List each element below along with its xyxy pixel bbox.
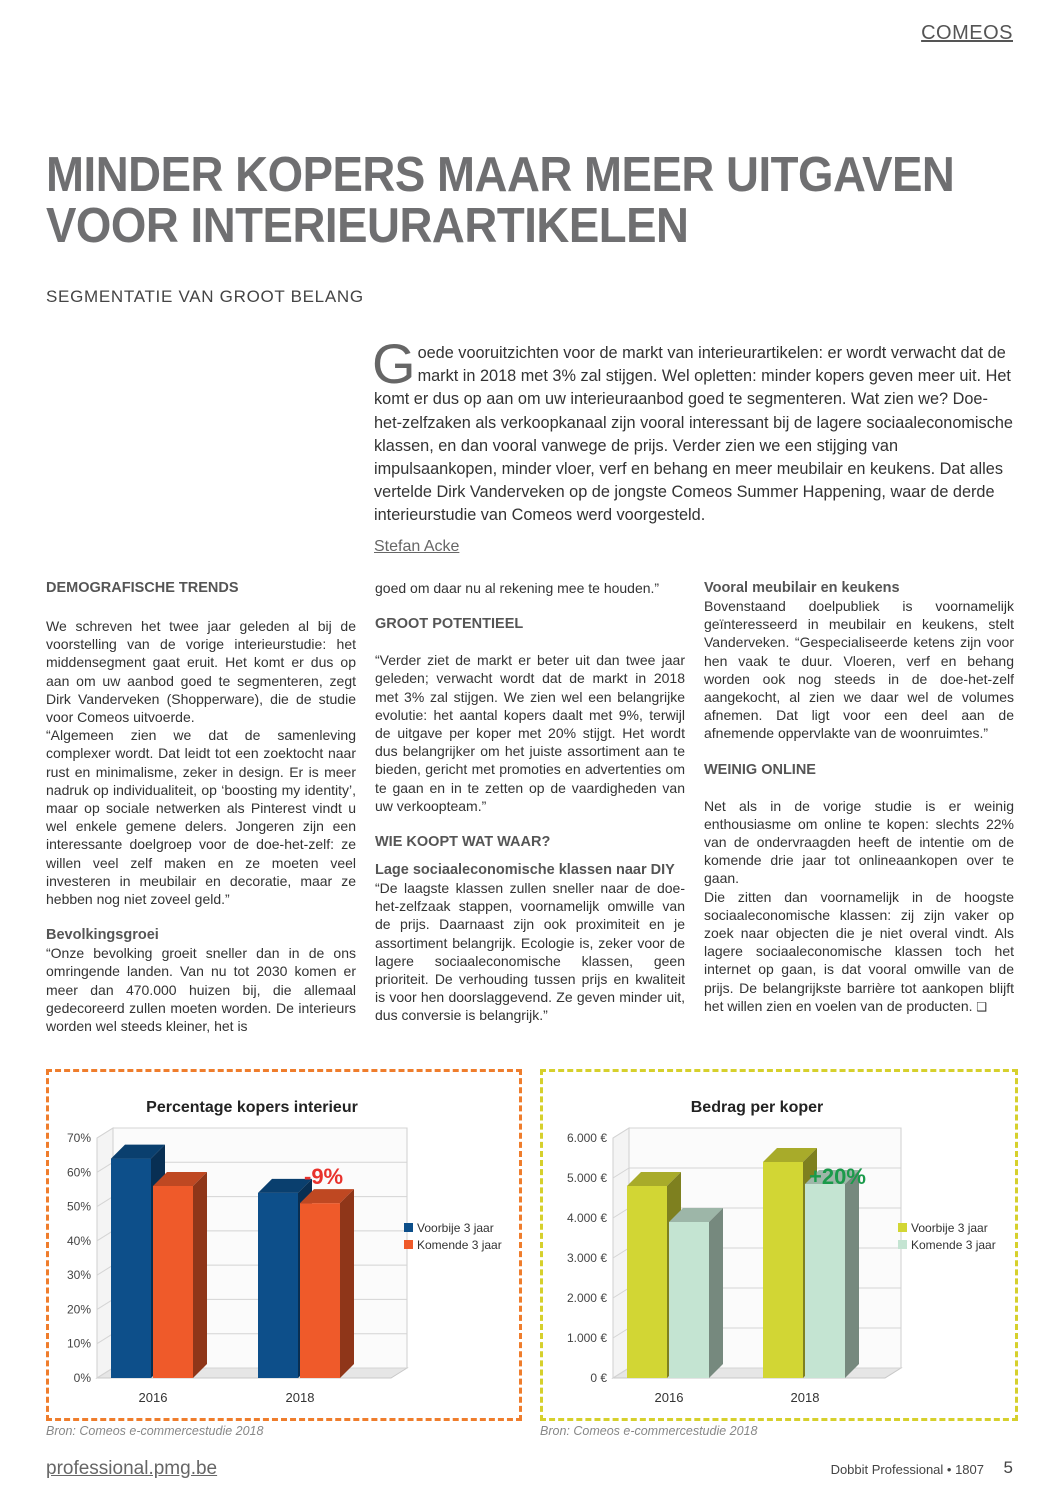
y-tick-label: 5.000 € [566, 1171, 607, 1185]
bar [300, 1203, 340, 1378]
heading-lage-klassen: Lage sociaaleconomische klassen naar DIY [375, 862, 675, 879]
annotation-label: +20% [809, 1164, 866, 1189]
heading-wie-koopt-wat-waar: WIE KOOPT WAT WAAR? [375, 834, 551, 851]
headline-line-1: MINDER KOPERS MAAR MEER UITGAVEN [46, 148, 955, 202]
legend-swatch [898, 1223, 907, 1232]
subtitle: SEGMENTATIE VAN GROOT BELANG [46, 287, 364, 306]
chart-source-1: Bron: Comeos e-commercestudie 2018 [46, 1424, 264, 1438]
paragraph: “Verder ziet de markt er beter uit dan twee jaar geleden; verwacht wordt dat de markt in 2018 met 3% zal stijgen. We zien wel een belangrijke evolutie: het aantal kopers daalt met 9%, terwijl de uitgave per koper met 20% stijgt. Het wordt dus belangrijker om het juiste assortiment aan te bieden, gericht met promoties en advertenties om te gaan en in te zetten op de vaardigheden van uw verkoopteam.” [375, 652, 685, 814]
paragraph: goed om daar nu al rekening mee te houden.” [375, 580, 660, 596]
y-tick-label: 60% [66, 1165, 91, 1180]
paragraph: “Algemeen zien we dat de samenleving complexer wordt. Dat leidt tot een zoektocht naar rust en minimalisme, zeker in design. Er is meer nadruk op individualiteit, op ‘boosting my identity’, maar op sociale netwerken als Pinterest vindt u wel enkele gemene delers. Jongeren zijn een interessante doelgroep voor de doe-het-zelf: ze willen veel zelf maken en ze moeten veel investeren in meubilair en decoratie, maar ze hebben nog niet zoveel geld.” [46, 727, 356, 908]
y-tick-label: 20% [66, 1302, 91, 1317]
y-tick-label: 50% [66, 1199, 91, 1214]
legend-label: Voorbije 3 jaar [417, 1221, 494, 1235]
chart-bedrag-per-koper [543, 1072, 1015, 1418]
heading-demografische-trends: DEMOGRAFISCHE TRENDS [46, 580, 239, 596]
bar-side [845, 1170, 859, 1378]
bar-side [193, 1172, 207, 1378]
legend-label: Komende 3 jaar [911, 1238, 996, 1252]
x-tick-label: 2016 [138, 1390, 168, 1405]
bar [258, 1193, 298, 1378]
headline [46, 150, 957, 252]
bar [627, 1186, 667, 1378]
legend-swatch [404, 1223, 413, 1232]
y-tick-label: 40% [66, 1233, 91, 1248]
intro-text: oede vooruitzichten voor de markt van interieurartikelen: er wordt verwacht dat de markt in 2018 met 3% zal stijgen. Wel opletten: minder kopers geven meer uit. Het komt er dus op aan om uw interieuraanbod goed te segmenteren. Wat zien we? Doe-het-zelfzaken als verkoopkanaal zijn vooral interessant bij de lagere sociaaleconomische klassen, en dan vooral vanwege de prijs. Verder zien we een stijging van impulsaankopen, minder vloer, verf en behang en meer meubilair en keukens. Dat alles vertelde Dirk Vanderveken op de jongste Comeos Summer Happening, waar de derde interieurstudie van Comeos werd voorgesteld. [374, 344, 1013, 525]
y-tick-label: 3.000 € [566, 1251, 607, 1265]
y-tick-label: 70% [66, 1131, 91, 1145]
paragraph: Net als in de vorige studie is er weinig enthousiasme om online te kopen: slechts 22% van de ondervraagden heeft de intentie om de komende drie jaar tot onlineaankopen over te gaan. [704, 797, 1014, 887]
y-tick-label: 4.000 € [566, 1211, 607, 1225]
chart-side-wall [97, 1128, 113, 1378]
annotation-label: -9% [304, 1164, 344, 1189]
legend-swatch [898, 1240, 907, 1249]
chart-percentage-kopers [49, 1072, 519, 1418]
bar [111, 1159, 151, 1378]
y-tick-label: 1.000 € [566, 1331, 607, 1345]
chart-box-percentage [46, 1069, 522, 1421]
heading-bevolkingsgroei: Bevolkingsgroei [46, 927, 159, 944]
x-tick-label: 2016 [654, 1390, 684, 1405]
drop-cap: G [372, 332, 416, 395]
legend-label: Voorbije 3 jaar [911, 1221, 988, 1235]
bar [763, 1162, 803, 1378]
page-number: 5 [1003, 1458, 1013, 1477]
end-mark-icon: ❑ [976, 999, 988, 1014]
y-tick-label: 0% [73, 1371, 91, 1385]
chart-source-2: Bron: Comeos e-commercestudie 2018 [540, 1424, 758, 1438]
chart-title: Percentage kopers interieur [146, 1099, 358, 1116]
column-1 [46, 579, 356, 1035]
bar [669, 1222, 709, 1378]
heading-meubilair: Vooral meubilair en keukens [704, 580, 900, 596]
website-link[interactable]: professional.pmg.be [46, 1458, 218, 1479]
heading-groot-potentieel: GROOT POTENTIEEL [375, 616, 524, 633]
headline-line-2: VOOR INTERIEURARTIKELEN [46, 199, 689, 253]
y-tick-label: 0 € [590, 1371, 607, 1385]
legend-swatch [404, 1240, 413, 1249]
x-tick-label: 2018 [790, 1390, 820, 1405]
y-tick-label: 6.000 € [566, 1131, 607, 1145]
bar-side [709, 1208, 723, 1378]
section-tag: COMEOS [921, 22, 1013, 44]
heading-weinig-online: WEINIG ONLINE [704, 761, 816, 778]
paragraph: Die zitten dan voornamelijk in de hoogste sociaaleconomische klassen: zij zijn vaker op zoek naar objecten die je niet overal vindt. Als lagere sociaaleconomische klassen toch het internet op gaan, is dat vooral omwille van de prijs. De belangrijkste barrière tot aankopen blijft het willen zien en voelen van de producten. ❑ [704, 888, 1014, 1014]
column-2 [375, 579, 685, 1025]
x-tick-label: 2018 [285, 1390, 315, 1405]
paragraph: “Onze bevolking groeit sneller dan in de ons omringende landen. Van nu tot 2030 komen er meer dan 470.000 huizen bij, die allemaal gedecoreerd zullen moeten worden. De interieurs worden wel steeds kleiner, het is [46, 945, 356, 1035]
y-tick-label: 10% [66, 1336, 91, 1351]
chart-box-bedrag [540, 1069, 1018, 1421]
intro-paragraph [372, 332, 1014, 528]
chart-title: Bedrag per koper [690, 1099, 824, 1116]
author-byline: Stefan Acke [374, 538, 460, 555]
column-3 [704, 579, 1014, 1016]
magazine-issue: Dobbit Professional • 1807 [830, 1462, 984, 1477]
y-tick-label: 2.000 € [566, 1291, 607, 1305]
paragraph: We schreven het twee jaar geleden al bij de voorstelling van de vorige interieurstudie: het middensegment gaat eruit. Het komt er dus op aan om uw aanbod goed te segmenteren, zegt Dirk Vanderveken (Shopperware), die de studie voor Comeos uitvoerde. [46, 618, 356, 726]
paragraph: “De laagste klassen zullen sneller naar de doe-het-zelfzaak stappen, voornamelijk omwille van de prijs. Daarnaast zijn ook proximiteit en je assortiment belangrijk. Ecologie is, zeker voor de lagere sociaaleconomische klassen, geen prioriteit. De verhouding tussen prijs en kwaliteit is voor hen doorslaggevend. Ze geven minder uit, dus conversie is belangrijk.” [375, 880, 685, 1024]
bar [805, 1184, 845, 1378]
bar-side [340, 1189, 354, 1378]
y-tick-label: 30% [66, 1268, 91, 1283]
paragraph: Bovenstaand doelpubliek is voornamelijk geïnteresseerd in meubilair en keukens, stelt Vanderveken. “Gespecialiseerde ketens zijn voor hen vaak te duur. Vloeren, verf en behang worden ook nog steeds in de doe-het-zelf aangekocht, al zien we daar wel de volumes afnemen. Dat ligt voor een deel aan de afnemende oppervlakte van de woonruimtes.” [704, 598, 1014, 742]
bar [153, 1186, 193, 1378]
legend-label: Komende 3 jaar [417, 1238, 502, 1252]
